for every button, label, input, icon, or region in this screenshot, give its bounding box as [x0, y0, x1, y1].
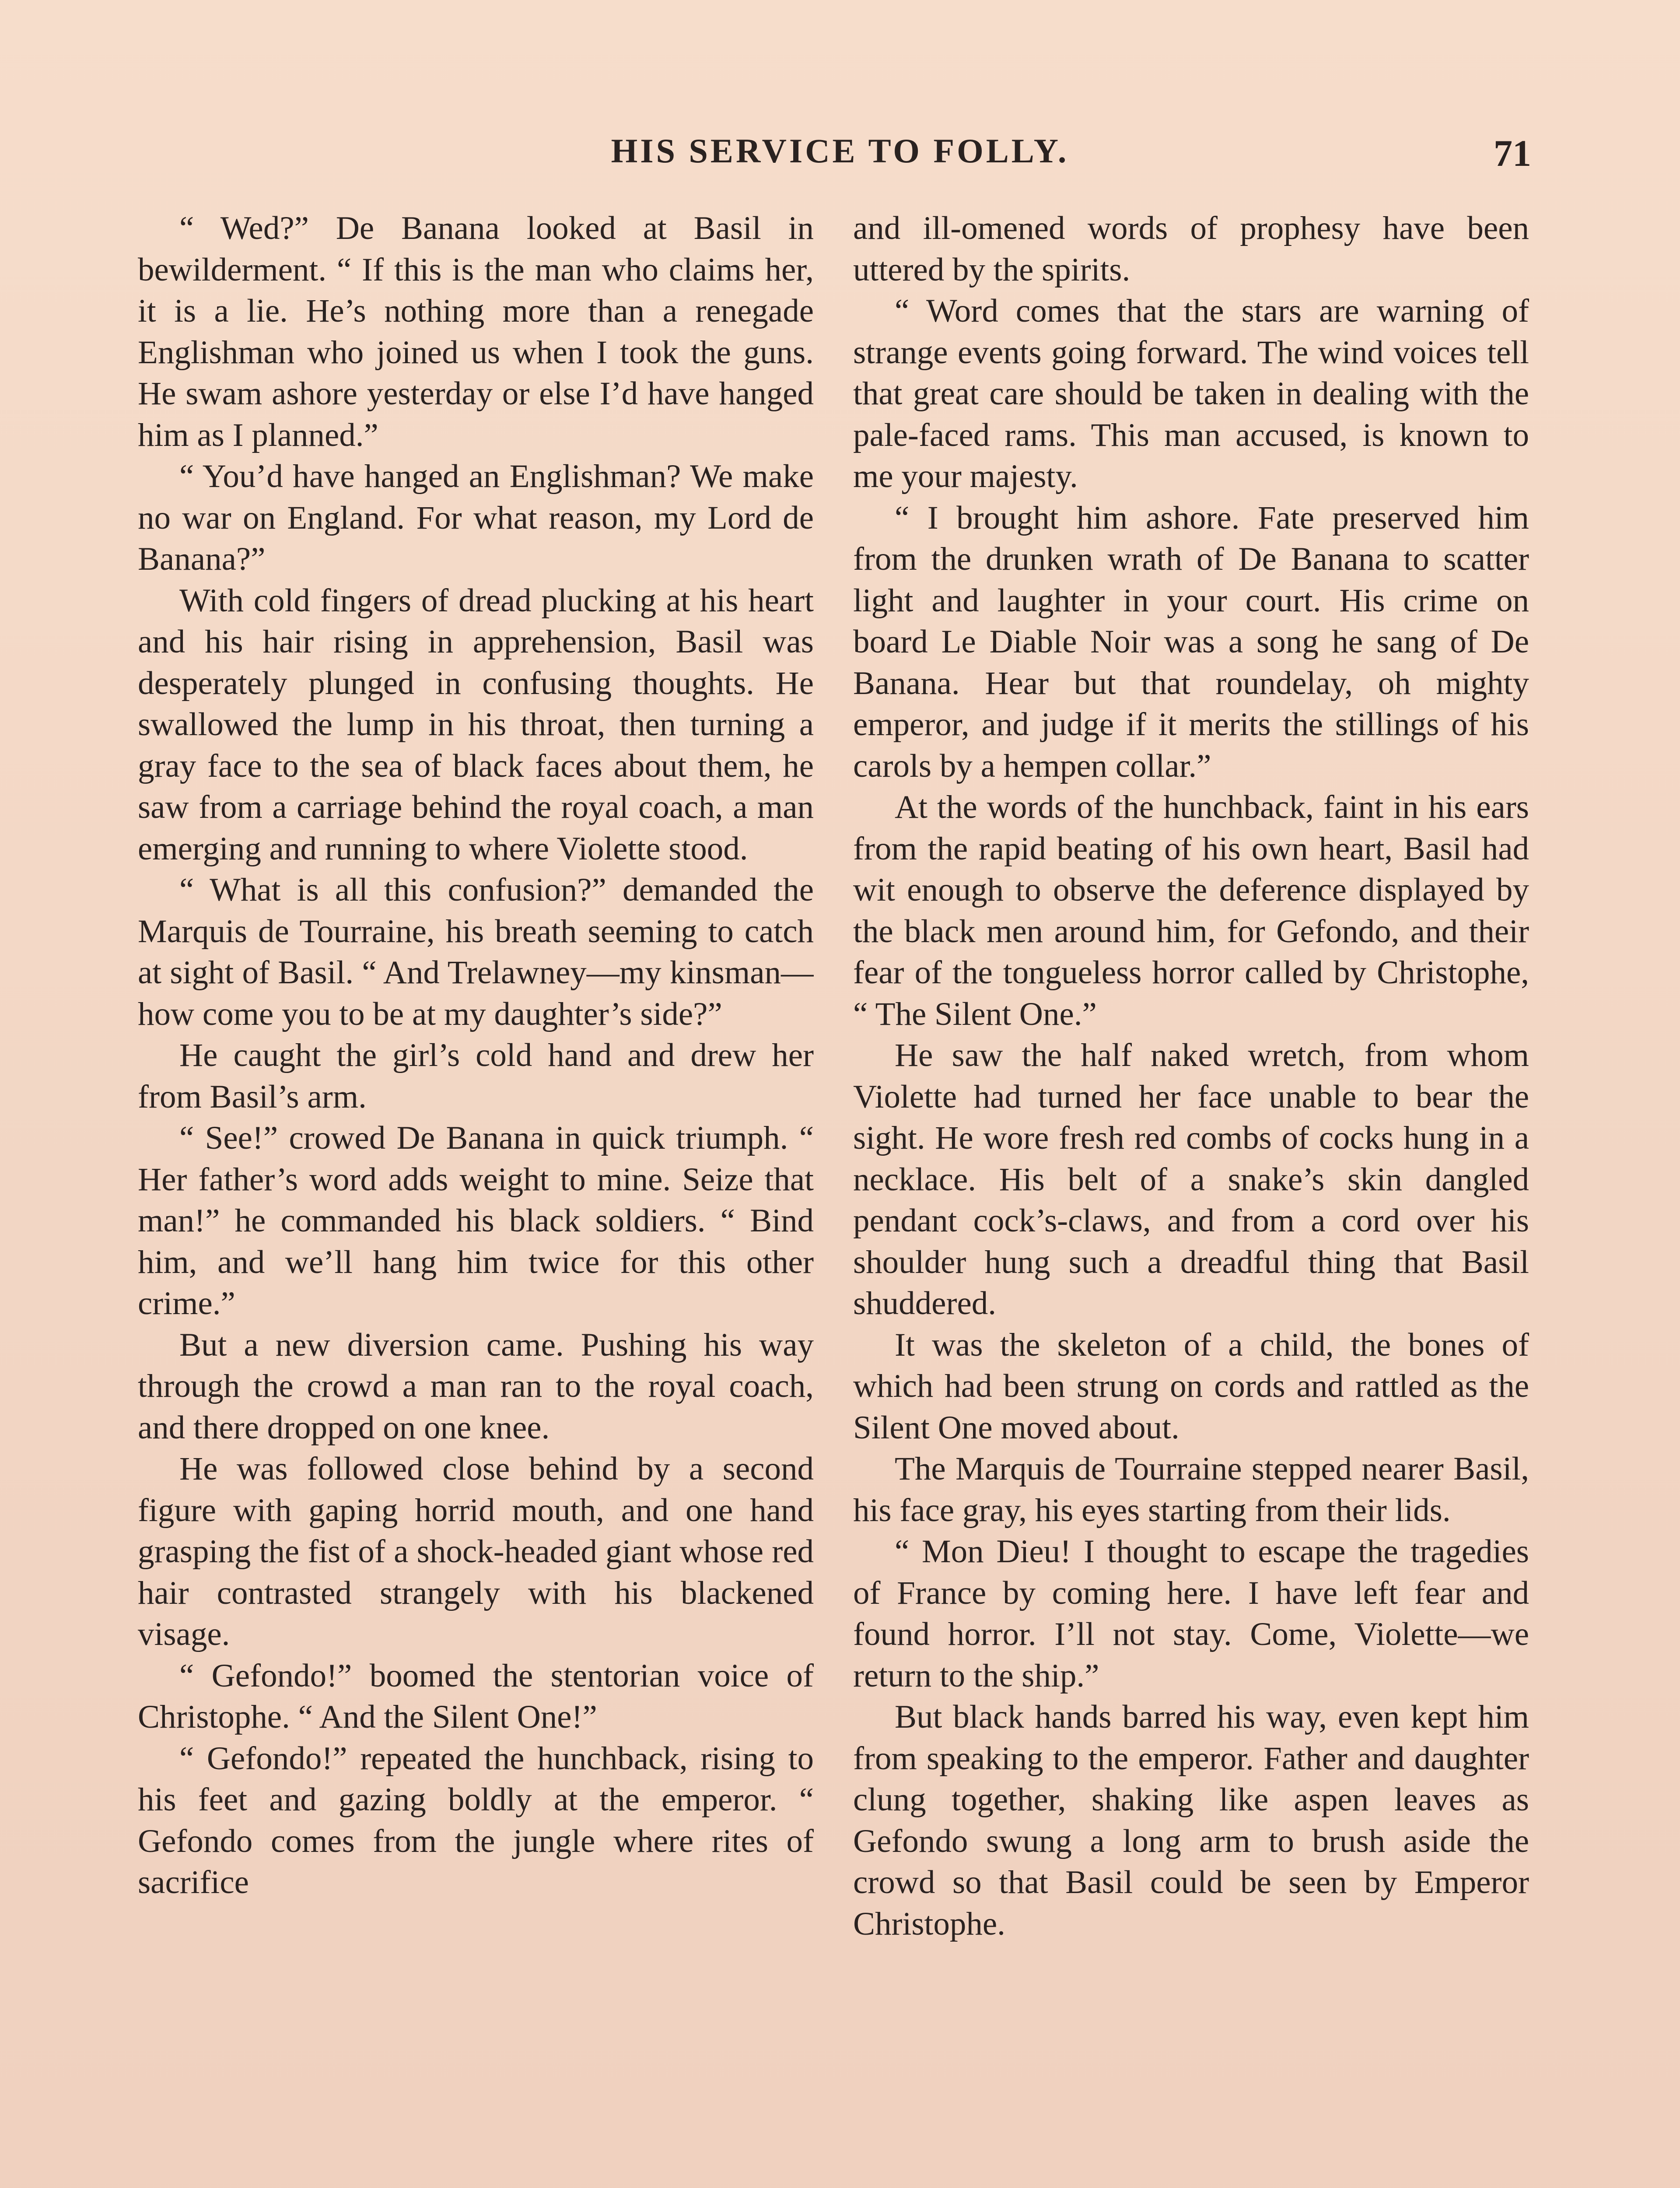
paragraph: He saw the half naked wretch, from whom Violette had turned her face unable to bear the sight. He wore fresh red combs of cocks hung in a necklace. His belt of a snake’s skin dangled pendant cock’s-claws, and from a cord over his shoulder hung such a dreadful thing that Basil shuddered. — [853, 1037, 1529, 1322]
left-column — [138, 208, 814, 2188]
paragraph: He caught the girl’s cold hand and drew her from Basil’s arm. — [138, 1037, 814, 1115]
paragraph: “ Word comes that the stars are warning of strange events going forward. The wind voices tell that great care should be taken in dealing with the pale-faced rams. This man accused, is known to me your majesty. — [853, 293, 1529, 494]
running-head: HIS SERVICE TO FOLLY. — [611, 132, 1069, 170]
paragraph: “ Gefondo!” repeated the hunchback, rising to his feet and gazing boldly at the emperor. “ Gefondo comes from the jungle where rites of sacrifice — [138, 1740, 814, 1900]
paragraph-continuation: and ill-omened words of prophesy have been uttered by the spirits. — [853, 210, 1529, 288]
paragraph: “ See!” crowed De Banana in quick triumph. “ Her father’s word adds weight to mine. Seize that man!” he commanded his black soldiers. “ Bind him, and we’ll hang him twice for this other crime.” — [138, 1120, 814, 1322]
paragraph: But black hands barred his way, even kept him from speaking to the emperor. Father and daughter clung together, shaking like aspen leaves as Gefondo swung a long arm to brush aside the crowd so that Basil could be seen by Emperor Christophe. — [853, 1699, 1529, 1942]
paragraph: With cold fingers of dread plucking at his heart and his hair rising in apprehension, Basil was desperately plunged in confusing thoughts. He swallowed the lump in his throat, then turning a gray face to the sea of black faces about them, he saw from a carriage behind the royal coach, a man emerging and running to where Violette stood. — [138, 582, 814, 867]
page-number: 71 — [1494, 132, 1531, 174]
paragraph: But a new diversion came. Pushing his way through the crowd a man ran to the royal coach, and there dropped on one knee. — [138, 1326, 814, 1446]
paragraph: “ What is all this confusion?” demanded the Marquis de Tourraine, his breath seeming to catch at sight of Basil. “ And Trelawney—my kinsman—how come you to be at my daughter’s side?” — [138, 872, 814, 1032]
paragraph: At the words of the hunchback, faint in his ears from the rapid beating of his own heart, Basil had wit enough to observe the deference displayed by the black men around him, for Gefondo, and their fear of the tongueless horror called by Christophe, “ The Silent One.” — [853, 789, 1529, 1032]
paragraph: “ Gefondo!” boomed the stentorian voice of Christophe. “ And the Silent One!” — [138, 1657, 814, 1735]
page-header — [140, 131, 1540, 184]
paragraph: It was the skeleton of a child, the bones of which had been strung on cords and rattled as the Silent One moved about. — [853, 1326, 1529, 1446]
paragraph: “ You’d have hanged an Englishman? We make no war on England. For what reason, my Lord de Banana?” — [138, 458, 814, 577]
right-column — [853, 208, 1529, 2188]
paragraph: “ Wed?” De Banana looked at Basil in bewilderment. “ If this is the man who claims her, it is a lie. He’s nothing more than a renegade Englishman who joined us when I took the guns. He swam ashore yesterday or else I’d have hanged him as I planned.” — [138, 210, 814, 453]
paragraph: He was followed close behind by a second figure with gaping horrid mouth, and one hand grasping the fist of a shock-headed giant whose red hair contrasted strangely with his blackened visage. — [138, 1451, 814, 1652]
paragraph: The Marquis de Tourraine stepped nearer Basil, his face gray, his eyes starting from their lids. — [853, 1451, 1529, 1529]
paragraph: “ I brought him ashore. Fate preserved him from the drunken wrath of De Banana to scatter light and laughter in your court. His crime on board Le Diable Noir was a song he sang of De Banana. Hear but that roundelay, oh mighty emperor, and judge if it merits the stillings of his carols by a hempen collar.” — [853, 499, 1529, 784]
paragraph: “ Mon Dieu! I thought to escape the tragedies of France by coming here. I have left fear and found horror. I’ll not stay. Come, Violette—we return to the ship.” — [853, 1533, 1529, 1694]
